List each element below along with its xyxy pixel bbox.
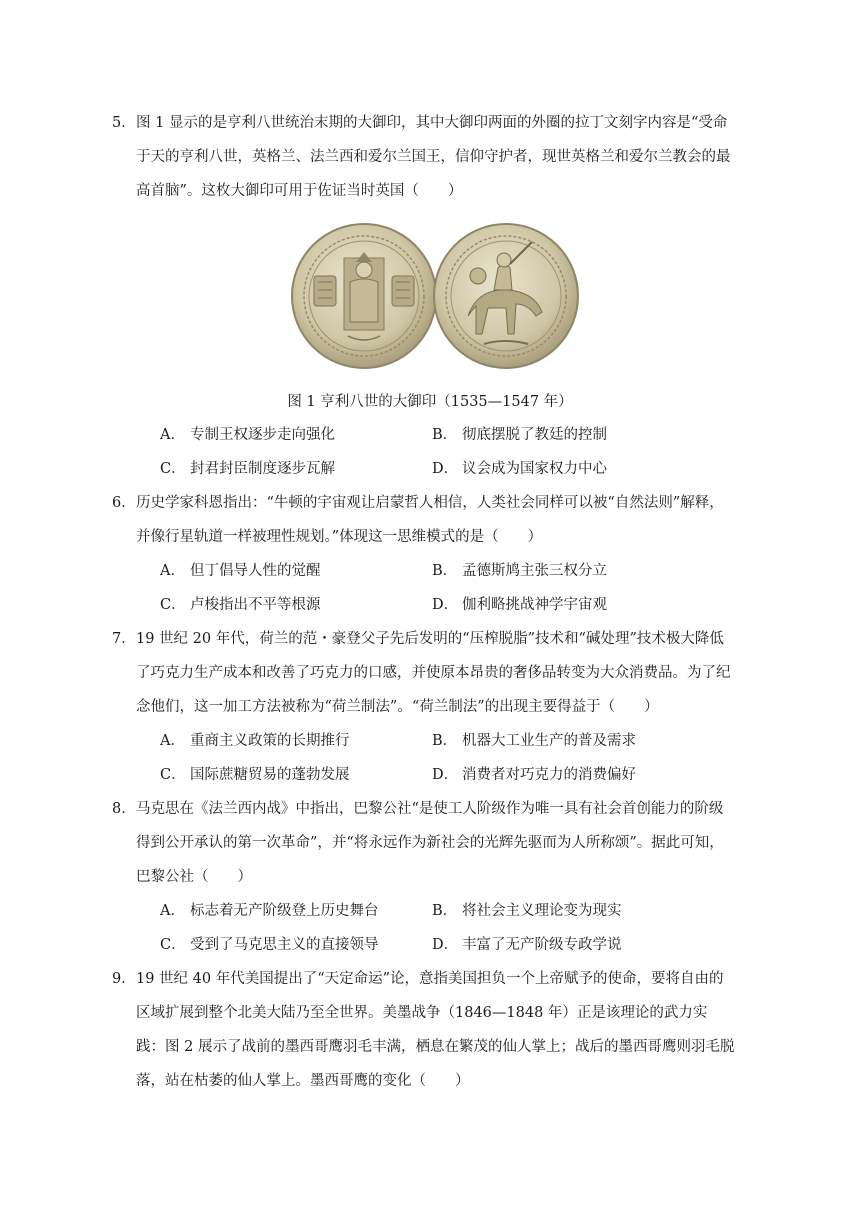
question-number: 9．	[112, 971, 136, 987]
option-text: 封君封臣制度逐步瓦解	[190, 461, 335, 477]
option-c[interactable]	[160, 588, 321, 622]
option-letter: C．	[160, 461, 186, 477]
question-7	[112, 622, 736, 724]
question-number: 7．	[112, 631, 136, 647]
question-stem: 历史学家科恩指出：“牛顿的宇宙观让启蒙哲人相信，人类社会同样可以被“自然法则”解释，并像行星轨道一样被理性规划。”体现这一思维模式的是（ ）	[136, 495, 724, 545]
figure-caption: 图 1 亨利八世的大御印（1535—1547 年）	[287, 394, 573, 410]
option-letter: C．	[160, 597, 186, 613]
seal-reverse-image	[434, 224, 578, 368]
option-text: 消费者对巧克力的消费偏好	[462, 767, 636, 783]
option-d[interactable]	[432, 452, 607, 486]
seal-obverse-image	[292, 224, 436, 368]
question-number: 6．	[112, 495, 136, 511]
option-b[interactable]	[432, 418, 607, 452]
option-letter: A．	[160, 733, 185, 749]
option-letter: B．	[432, 563, 458, 579]
option-d[interactable]	[432, 928, 622, 962]
option-c[interactable]	[160, 928, 379, 962]
options-q7	[160, 724, 720, 792]
option-b[interactable]	[432, 554, 607, 588]
option-c[interactable]	[160, 452, 335, 486]
option-a[interactable]	[160, 418, 335, 452]
option-a[interactable]	[160, 724, 350, 758]
option-letter: D．	[432, 767, 459, 783]
question-number: 5．	[112, 115, 136, 131]
question-stem: 马克思在《法兰西内战》中指出，巴黎公社“是使工人阶级作为唯一具有社会首创能力的阶级得到公开承认的第一次革命”，并“将永远作为新社会的光辉先驱而为人所称颂”。据此可知，巴黎公社（ ）	[136, 801, 724, 885]
option-text: 将社会主义理论变为现实	[462, 903, 622, 919]
option-letter: C．	[160, 937, 186, 953]
option-d[interactable]	[432, 758, 636, 792]
option-text: 专制王权逐步走向强化	[190, 427, 335, 443]
option-letter: A．	[160, 427, 185, 443]
option-a[interactable]	[160, 894, 379, 928]
option-text: 议会成为国家权力中心	[462, 461, 607, 477]
option-c[interactable]	[160, 758, 350, 792]
option-text: 卢梭指出不平等根源	[190, 597, 321, 613]
question-6	[112, 486, 736, 554]
option-text: 伽利略挑战神学宇宙观	[462, 597, 607, 613]
option-d[interactable]	[432, 588, 607, 622]
option-letter: B．	[432, 733, 458, 749]
option-text: 国际蔗糖贸易的蓬勃发展	[190, 767, 350, 783]
option-letter: B．	[432, 427, 458, 443]
question-number: 8．	[112, 801, 136, 817]
question-stem: 图 1 显示的是亨利八世统治末期的大御印，其中大御印两面的外圈的拉丁文刻字内容是“受命于天的亨利八世，英格兰、法兰西和爱尔兰国王，信仰守护者，现世英格兰和爱尔兰教会的最高首脑”。这枚大御印可用于佐证当时英国（ ）	[136, 115, 731, 199]
options-q6	[160, 554, 720, 622]
option-letter: C．	[160, 767, 186, 783]
option-b[interactable]	[432, 724, 636, 758]
question-stem: 19 世纪 40 年代美国提出了“天定命运”论，意指美国担负一个上帝赋予的使命，要将自由的区域扩展到整个北美大陆乃至全世界。美墨战争（1846—1848 年）正是该理论的武力实践：图 2 展示了战前的墨西哥鹰羽毛丰满，栖息在繁茂的仙人掌上；战后的墨西哥鹰则羽毛脱落，站在枯萎的仙人掌上。墨西哥鹰的变化（ ）	[136, 971, 735, 1089]
option-letter: A．	[160, 903, 185, 919]
option-text: 孟德斯鸠主张三权分立	[462, 563, 607, 579]
option-a[interactable]	[160, 554, 321, 588]
option-letter: A．	[160, 563, 185, 579]
option-b[interactable]	[432, 894, 622, 928]
question-8	[112, 792, 736, 894]
option-text: 彻底摆脱了教廷的控制	[462, 427, 607, 443]
option-text: 标志着无产阶级登上历史舞台	[190, 903, 379, 919]
question-stem: 19 世纪 20 年代，荷兰的范・豪登父子先后发明的“压榨脱脂”技术和“碱处理”技术极大降低了巧克力生产成本和改善了巧克力的口感，并使原本昂贵的奢侈品转变为大众消费品。为了纪念他们，这一加工方法被称为“荷兰制法”。“荷兰制法”的出现主要得益于（ ）	[136, 631, 731, 715]
option-text: 机器大工业生产的普及需求	[462, 733, 636, 749]
option-text: 丰富了无产阶级专政学说	[462, 937, 622, 953]
option-letter: D．	[432, 597, 459, 613]
option-text: 受到了马克思主义的直接领导	[190, 937, 379, 953]
great-seal-figure	[288, 218, 580, 378]
option-text: 但丁倡导人性的觉醒	[190, 563, 321, 579]
question-9	[112, 962, 736, 1098]
option-letter: D．	[432, 461, 459, 477]
option-letter: B．	[432, 903, 458, 919]
option-letter: D．	[432, 937, 459, 953]
options-q8	[160, 894, 720, 962]
question-5	[112, 106, 736, 208]
options-q5	[160, 418, 720, 486]
option-text: 重商主义政策的长期推行	[190, 733, 350, 749]
